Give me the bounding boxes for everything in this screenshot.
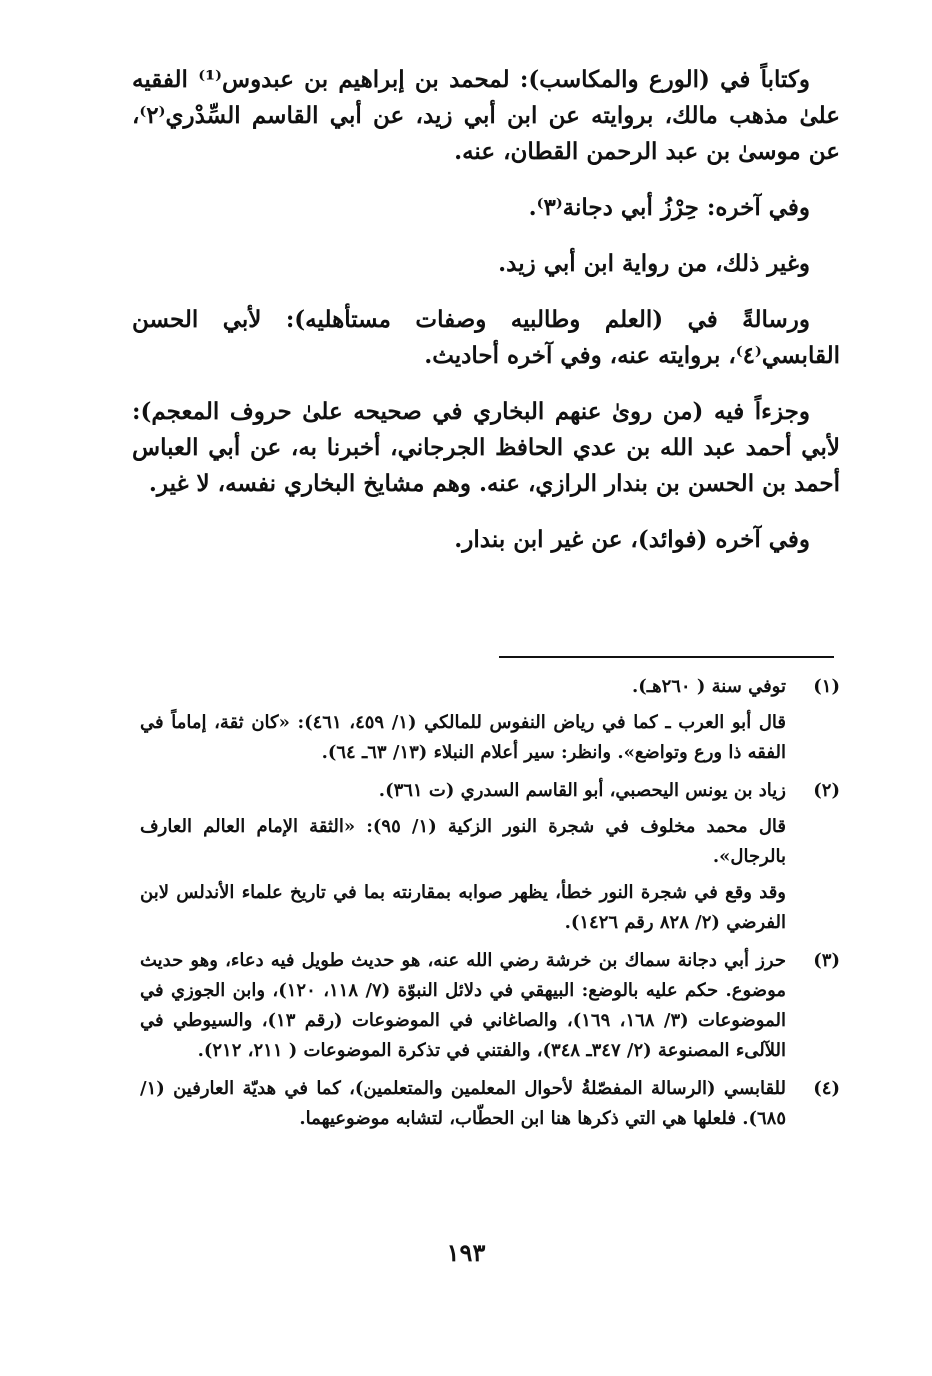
paragraph-3: وغير ذلك، من رواية ابن أبي زيد. bbox=[498, 250, 810, 277]
footnote-text: حرز أبي دجانة سماك بن خرشة رضي الله عنه، هو حديث طويل فيه دعاء، وهو حديث موضوع. حكم عليه بالوضع: البيهقي في دلائل النبوّة (٧/ ١١٨، ١٢٠)، وابن الجوزي في الموضوعات (٣/ ١٦٨، ١٦٩)، والصاغاني في الموضوعات (رقم ١٣)، والسيوطي في اللآلىء المصنوعة (٢/ ٣٤٧ـ ٣٤٨)، والفتني في تذكرة الموضوعات ( ٢١١، ٢١٢). bbox=[140, 950, 787, 1061]
footnote-number: (٣) bbox=[813, 950, 840, 971]
footnotes bbox=[140, 672, 840, 1142]
paragraph-6: وفي آخره (فوائد)، عن غير ابن بندار. bbox=[454, 526, 810, 553]
footnote-text: وقد وقع في شجرة النور خطأ، يظهر صوابه بمقارنته بما في تاريخ علماء الأندلس لابن الفرضي (٢/ ٨٢٨ رقم ١٤٢٦). bbox=[140, 882, 786, 933]
footnote-text: زياد بن يونس اليحصبي، أبو القاسم السدري (ت ٣٦١). bbox=[378, 780, 786, 801]
footnote-2 bbox=[140, 776, 840, 938]
footnote-text: توفي سنة ( ٢٦٠هـ). bbox=[632, 676, 786, 697]
paragraph-5: وجزءاً فيه (من روىٰ عنهم البخاري في صحيحه علىٰ حروف المعجم): لأبي أحمد عبد الله بن عدي الحافظ الجرجاني، أخبرنا به، عن أبي العباس أحمد بن الحسن بن بندار الرازي، عنه. وهم مشايخ البخاري نفسه، لا غير. bbox=[132, 398, 840, 497]
paragraph-2: وفي آخره: حِرْزُ أبي دجانة⁽٣⁾. bbox=[528, 194, 810, 221]
footnote-1 bbox=[140, 672, 840, 768]
footnote-text: قال أبو العرب ـ كما في رياض النفوس للمالكي (١/ ٤٥٩، ٤٦١): «كان ثقة، إماماً في الفقه ذا ورع وتواضع». وانظر: سير أعلام النبلاء (١٣/ ٦٣ـ ٦٤). bbox=[140, 712, 786, 763]
paragraph-1: وكتاباً في (الورع والمكاسب): لمحمد بن إبراهيم بن عبدوس⁽¹⁾ الفقيه علىٰ مذهب مالك، بروايته عن ابن أبي زيد، عن أبي القاسم السِّدْري⁽٢⁾، عن موسىٰ بن عبد الرحمن القطان، عنه. bbox=[132, 66, 840, 165]
page-number: ١٩٣ bbox=[446, 1238, 486, 1267]
footnote-4 bbox=[140, 1074, 840, 1134]
main-text bbox=[132, 62, 840, 578]
paragraph-4: ورسالةً في (العلم وطالبيه وصفات مستأهليه): لأبي الحسن القابسي⁽٤⁾، بروايته عنه، وفي آخره أحاديث. bbox=[132, 306, 840, 369]
footnote-number: (٤) bbox=[813, 1078, 840, 1099]
footnote-separator bbox=[499, 656, 834, 658]
footnote-number: (١) bbox=[813, 676, 840, 697]
footnote-number: (٢) bbox=[813, 780, 840, 801]
footnote-text: قال محمد مخلوف في شجرة النور الزكية (١/ ٩٥): «الثقة الإمام العالم العارف بالرجال». bbox=[140, 816, 786, 867]
footnote-text: للقابسي (الرسالة المفصّلةُ لأحوال المعلمين والمتعلمين)، كما في هديّة العارفين (١/ ٦٨٥). فلعلها هي التي ذكرها هنا ابن الحطّاب، لتشابه موضوعيهما. bbox=[140, 1078, 786, 1129]
footnote-3 bbox=[140, 946, 840, 1066]
